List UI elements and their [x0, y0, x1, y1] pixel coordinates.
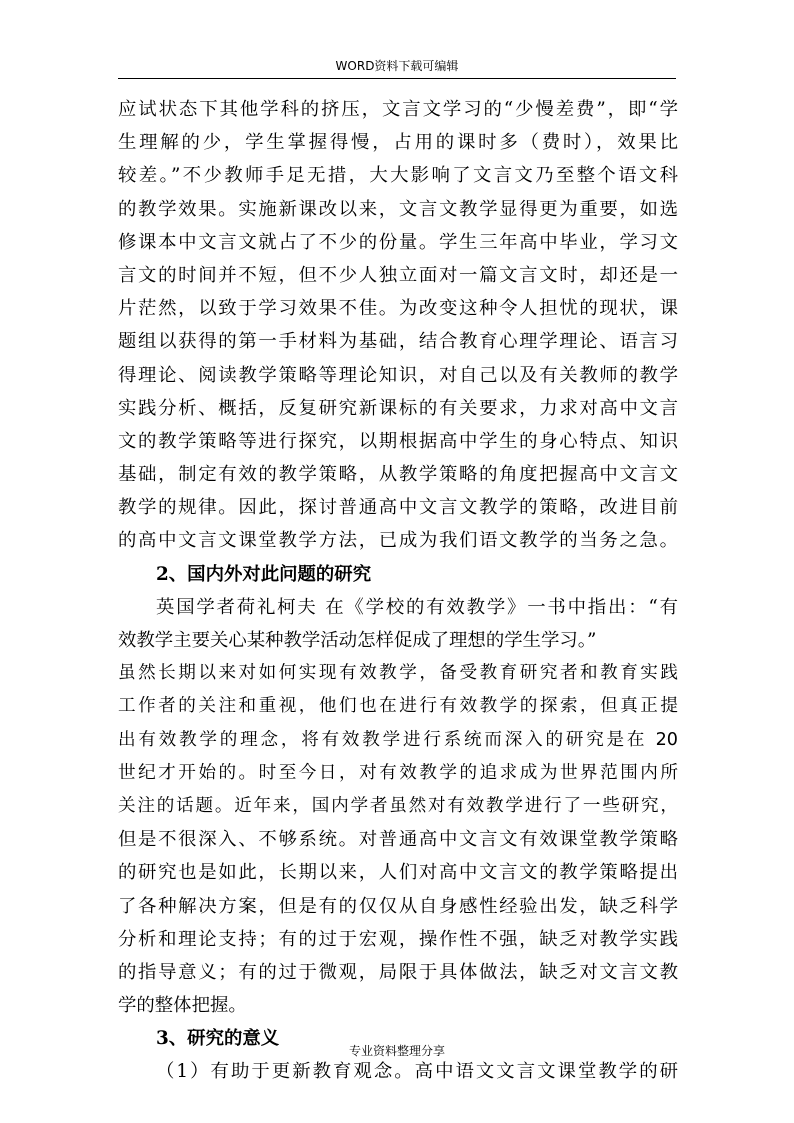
text-line: 文的教学策略等进行探究，以期根据高中学生的身心特点、知识 [118, 430, 678, 452]
text-line: 效教学主要关心某种教学活动怎样促成了理想的学生学习。” [118, 630, 597, 651]
text-line: 的教学效果。实施新课改以来，文言文教学显得更为重要，如选 [118, 198, 678, 220]
text-line: 了各种解决方案，但是有的仅仅从自身感性经验出发，缺乏科学 [118, 895, 678, 917]
text-line: 学的整体把握。 [118, 995, 247, 1017]
text-line: 的高中文言文课堂教学方法，已成为我们语文教学的当务之急。 [118, 530, 678, 552]
text-line: 虽然长期以来对如何实现有效教学，备受教育研究者和教育实践 [118, 663, 678, 684]
document-body [118, 93, 678, 1089]
text-line: 修课本中文言文就占了不少的份量。学生三年高中毕业，学习文 [118, 231, 678, 253]
text-line: 教学的规律。因此，探讨普通高中文言文教学的策略，改进目前 [118, 497, 678, 519]
section-heading-3: 3、研究的意义 [156, 1028, 280, 1050]
text-line: 生理解的少，学生掌握得慢，占用的课时多（费时），效果比 [118, 132, 678, 154]
text-line: 实践分析、概括，反复研究新课标的有关要求，力求对高中文言 [118, 397, 678, 419]
text-line: 较差。”不少教师手足无措，大大影响了文言文乃至整个语文科 [118, 165, 678, 187]
text-line: 言文的时间并不短，但不少人独立面对一篇文言文时，却还是一 [118, 264, 678, 286]
text-line: 出有效教学的理念，将有效教学进行系统而深入的研究是在 20 [118, 729, 678, 750]
text-line: 世纪才开始的。时至今日，对有效教学的追求成为世界范围内所 [118, 762, 678, 783]
text-line: 得理论、阅读教学策略等理论知识，对自己以及有关教师的教学 [118, 364, 678, 386]
text-line: 基础，制定有效的教学策略，从教学策略的角度把握高中文言文 [118, 464, 678, 486]
page-header: WORD资料下载可编辑 [118, 56, 676, 79]
text-line: 英国学者荷礼柯夫 在《学校的有效教学》一书中指出：“有 [156, 596, 678, 618]
text-line: 工作者的关注和重视，他们也在进行有效教学的探索，但真正提 [118, 696, 678, 717]
text-line: 关注的话题。近年来，国内学者虽然对有效教学进行了一些研究， [118, 795, 678, 816]
text-line: 片茫然，以致于学习效果不佳。为改变这种令人担忧的现状，课 [118, 298, 678, 320]
text-line: 但是不很深入、不够系统。对普通高中文言文有效课堂教学策略 [118, 829, 678, 851]
text-line: 的指导意义；有的过于微观，局限于具体做法，缺乏对文言文教 [118, 961, 678, 983]
text-line: （1）有助于更新教育观念。高中语文文言文课堂教学的研 [156, 1061, 678, 1083]
text-line: 应试状态下其他学科的挤压，文言文学习的“少慢差费”，即“学 [118, 99, 678, 120]
page-footer: 专业资料整理分享 [348, 1044, 445, 1058]
section-heading-2: 2、国内外对此问题的研究 [156, 563, 372, 585]
text-line: 分析和理论支持；有的过于宏观，操作性不强，缺乏对教学实践 [118, 928, 678, 950]
text-line: 的研究也是如此，长期以来，人们对高中文言文的教学策略提出 [118, 862, 678, 884]
text-line: 题组以获得的第一手材料为基础，结合教育心理学理论、语言习 [118, 331, 678, 353]
